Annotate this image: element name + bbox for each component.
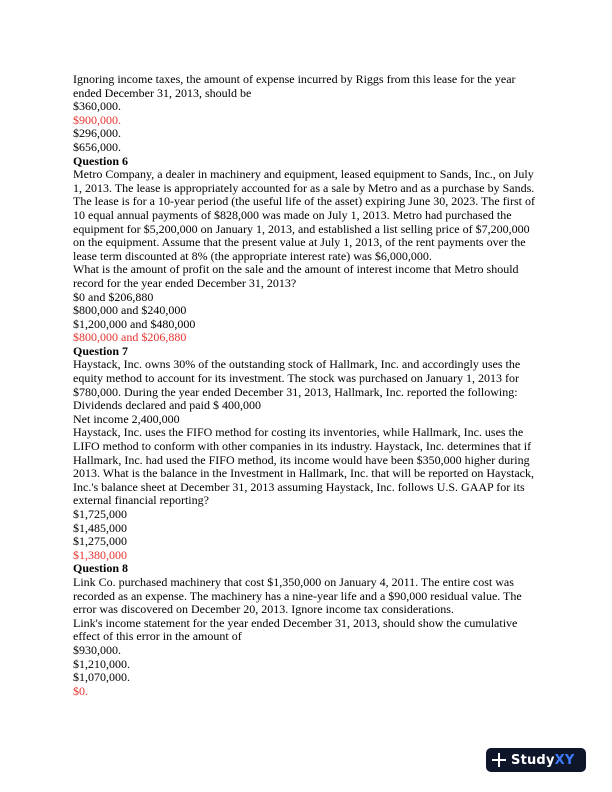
question-text-line: equity method to account for its investment. The stock was purchased on January 1, 2013 for xyxy=(73,371,520,386)
answer-option: $1,275,000 xyxy=(73,534,127,549)
question-text-line: The lease is for a 10-year period (the useful life of the asset) expiring June 30, 2023. The first of xyxy=(73,194,535,209)
answer-option: $360,000. xyxy=(73,99,121,114)
correct-answer-option: $0. xyxy=(73,683,88,698)
studyxy-logo xyxy=(486,748,586,772)
question-text-line: equipment for $5,200,000 on January 1, 2013, and established a list selling price of $7,200,000 xyxy=(73,221,530,236)
question-text-line: Metro Company, a dealer in machinery and equipment, leased equipment to Sands, Inc., on July xyxy=(73,167,534,182)
question-heading: Question 6 xyxy=(73,153,129,168)
question-heading: Question 7 xyxy=(73,343,129,358)
question-text-line: Ignoring income taxes, the amount of expense incurred by Riggs from this lease for the year xyxy=(73,72,516,86)
question-text-line: $780,000. During the year ended December 31, 2013, Hallmark, Inc. reported the following: xyxy=(73,384,518,399)
question-text-line: What is the amount of profit on the sale and the amount of interest income that Metro should xyxy=(73,262,519,277)
question-text-line: external financial reporting? xyxy=(73,493,209,508)
correct-answer-option: $800,000 and $206,880 xyxy=(73,330,187,345)
correct-answer-option: $1,380,000 xyxy=(73,547,127,562)
answer-option: $1,070,000. xyxy=(73,670,130,685)
logo-text-accent: XY xyxy=(554,752,575,768)
question-text-line: 1, 2013. The lease is appropriately accounted for as a sale by Metro and as a purchase by Sands. xyxy=(73,180,535,195)
question-text-line: LIFO method to conform with other companies in its industry. Haystack, Inc. determines that if xyxy=(73,439,532,454)
question-7-section xyxy=(73,345,543,563)
logo-text xyxy=(511,753,574,768)
question-6-section xyxy=(73,155,543,345)
question-text-line: lease term discounted at 8% (the appropriate interest rate) was $6,000,000. xyxy=(73,248,432,263)
answer-option: $1,200,000 and $480,000 xyxy=(73,316,196,331)
question-text-line: record for the year ended December 31, 2013? xyxy=(73,275,297,290)
answer-option: $1,725,000 xyxy=(73,507,127,521)
question-text-line: Net income 2,400,000 xyxy=(73,411,180,426)
document-page xyxy=(73,73,543,698)
answer-option: $0 and $206,880 xyxy=(73,289,154,304)
question-text-line: 2013. What is the balance in the Investment in Hallmark, Inc. that will be reported on Haystack, xyxy=(73,466,534,481)
question-8-section xyxy=(73,562,543,698)
question-text-line: Haystack, Inc. uses the FIFO method for costing its inventories, while Hallmark, Inc. uses the xyxy=(73,425,524,440)
answer-option: $800,000 and $240,000 xyxy=(73,303,187,318)
question-text-line: ended December 31, 2013, should be xyxy=(73,85,252,100)
question-text-line: effect of this error in the amount of xyxy=(73,629,242,644)
logo-text-main: Study xyxy=(511,752,555,768)
question-text-line: recorded as an expense. The machinery has a nine-year life and a $90,000 residual value. The xyxy=(73,588,522,603)
answer-option: $1,210,000. xyxy=(73,656,130,671)
question-text-line: 10 equal annual payments of $828,000 was made on July 1, 2013. Metro had purchased the xyxy=(73,207,512,222)
answer-option: $296,000. xyxy=(73,126,121,141)
question-text-line: Link Co. purchased machinery that cost $1,350,000 on January 4, 2011. The entire cost was xyxy=(73,574,514,589)
question-text-line: Inc.'s balance sheet at December 31, 2013 assuming Haystack, Inc. follows U.S. GAAP for its xyxy=(73,479,525,494)
question-text-line: Hallmark, Inc. had used the FIFO method, its income would have been $350,000 higher during xyxy=(73,452,530,467)
question-text-line: on the equipment. Assume that the present value at July 1, 2013, of the rent payments over the xyxy=(73,235,526,250)
question-text-line: error was discovered on December 20, 2013. Ignore income tax considerations. xyxy=(73,602,454,617)
question-text-line: Link's income statement for the year ended December 31, 2013, should show the cumulative xyxy=(73,615,518,630)
question-text-line: Dividends declared and paid $ 400,000 xyxy=(73,398,261,413)
answer-option: $1,485,000 xyxy=(73,520,127,535)
answer-option: $656,000. xyxy=(73,139,121,154)
plus-icon xyxy=(492,753,506,767)
question-5-section xyxy=(73,73,543,155)
question-heading: Question 8 xyxy=(73,561,129,576)
answer-option: $930,000. xyxy=(73,642,121,657)
question-text-line: Haystack, Inc. owns 30% of the outstanding stock of Hallmark, Inc. and accordingly uses the xyxy=(73,357,521,372)
correct-answer-option: $900,000. xyxy=(73,112,121,127)
